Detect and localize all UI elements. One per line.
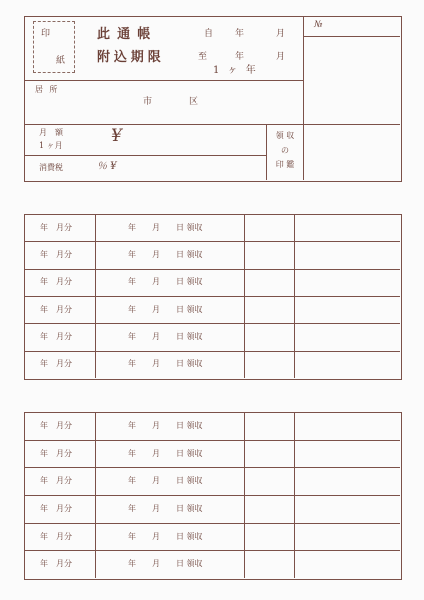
- from-month: 月: [276, 29, 286, 39]
- row-note-cell[interactable]: [295, 524, 399, 550]
- header-frame: [24, 16, 402, 182]
- row-date-received-label: 年 月 日 領収: [128, 559, 203, 569]
- row-year-month-label: 年 月分: [40, 476, 72, 486]
- row-seal-cell[interactable]: [245, 524, 293, 550]
- to-month: 月: [276, 52, 286, 62]
- row-note-cell[interactable]: [295, 297, 399, 322]
- row-date-received-label: 年 月 日 領収: [128, 531, 203, 541]
- row-date-received-label: 年 月 日 領収: [128, 222, 203, 232]
- stamp-label-top: 印: [41, 29, 51, 39]
- monthly-yen: ¥: [111, 126, 122, 146]
- row-note-cell[interactable]: [295, 324, 399, 349]
- title-line-2: 附込期限: [97, 50, 165, 65]
- ward-label: 区: [189, 97, 199, 107]
- row-year-month-label: 年 月分: [40, 250, 72, 259]
- number-mark: №: [314, 20, 323, 30]
- row-note-cell[interactable]: [295, 270, 399, 295]
- duration-text: 1 ヶ 年: [213, 65, 259, 76]
- from-label: 自: [204, 29, 214, 39]
- row-year-month-label: 年 月分: [40, 359, 72, 369]
- row-date-received-label: 年 月 日 領収: [128, 476, 203, 486]
- row-year-month-label: 年 月分: [40, 277, 72, 287]
- header-divider-h3: [24, 155, 266, 156]
- row-date-received-label: 年 月 日 領収: [128, 277, 203, 287]
- row-note-cell[interactable]: [295, 468, 399, 494]
- row-note-cell[interactable]: [295, 496, 399, 522]
- from-year: 年: [235, 29, 245, 39]
- row-seal-cell[interactable]: [245, 215, 293, 240]
- row-seal-cell[interactable]: [245, 496, 293, 522]
- row-note-cell[interactable]: [295, 352, 399, 377]
- seal-line-3: 印 鑑: [275, 160, 295, 169]
- row-seal-cell[interactable]: [245, 297, 293, 322]
- title-line-1: 此通帳: [97, 27, 158, 42]
- monthly-label-top: 月 額: [39, 128, 63, 137]
- stamp-label-bottom: 紙: [56, 56, 66, 66]
- address-label: 居所: [35, 85, 64, 94]
- row-year-month-label: 年 月分: [40, 420, 72, 430]
- row-note-cell[interactable]: [295, 441, 399, 467]
- to-label: 至: [198, 52, 208, 62]
- row-seal-cell[interactable]: [245, 551, 293, 577]
- row-date-received-label: 年 月 日 領収: [128, 448, 203, 458]
- seal-col-left: [266, 124, 267, 180]
- header-divider-h2: [24, 124, 400, 125]
- row-note-cell[interactable]: [295, 242, 399, 267]
- row-date-received-label: 年 月 日 領収: [128, 420, 203, 430]
- seal-line-2: の: [281, 146, 289, 155]
- row-seal-cell[interactable]: [245, 441, 293, 467]
- row-seal-cell[interactable]: [245, 352, 293, 377]
- row-date-received-label: 年 月 日 領収: [128, 503, 203, 513]
- row-date-received-label: 年 月 日 領収: [128, 304, 203, 314]
- monthly-label-bottom: 1 ヶ月: [39, 141, 63, 150]
- city-label: 市: [143, 97, 153, 107]
- header-divider-h1: [24, 80, 303, 81]
- row-date-received-label: 年 月 日 領収: [128, 332, 203, 341]
- row-seal-cell[interactable]: [245, 270, 293, 295]
- revenue-stamp-box: [33, 21, 75, 73]
- tax-label: 消費税: [39, 163, 63, 172]
- row-seal-cell[interactable]: [245, 413, 293, 439]
- header-divider-number: [303, 36, 400, 37]
- row-note-cell[interactable]: [295, 215, 399, 240]
- seal-col-right: [303, 124, 304, 180]
- row-date-received-label: 年 月 日 領収: [128, 250, 203, 259]
- row-year-month-label: 年 月分: [40, 304, 72, 314]
- row-year-month-label: 年 月分: [40, 503, 72, 513]
- tax-value: ％ ¥: [97, 161, 117, 172]
- seal-line-1: 領 収: [275, 131, 295, 140]
- row-seal-cell[interactable]: [245, 468, 293, 494]
- row-seal-cell[interactable]: [245, 242, 293, 267]
- header-divider-right: [303, 16, 304, 124]
- row-year-month-label: 年 月分: [40, 222, 72, 232]
- row-note-cell[interactable]: [295, 413, 399, 439]
- row-date-received-label: 年 月 日 領収: [128, 359, 203, 369]
- row-year-month-label: 年 月分: [40, 531, 72, 541]
- row-seal-cell[interactable]: [245, 324, 293, 349]
- row-year-month-label: 年 月分: [40, 332, 72, 341]
- row-year-month-label: 年 月分: [40, 448, 72, 458]
- row-year-month-label: 年 月分: [40, 559, 72, 569]
- row-note-cell[interactable]: [295, 551, 399, 577]
- to-year: 年: [235, 52, 245, 62]
